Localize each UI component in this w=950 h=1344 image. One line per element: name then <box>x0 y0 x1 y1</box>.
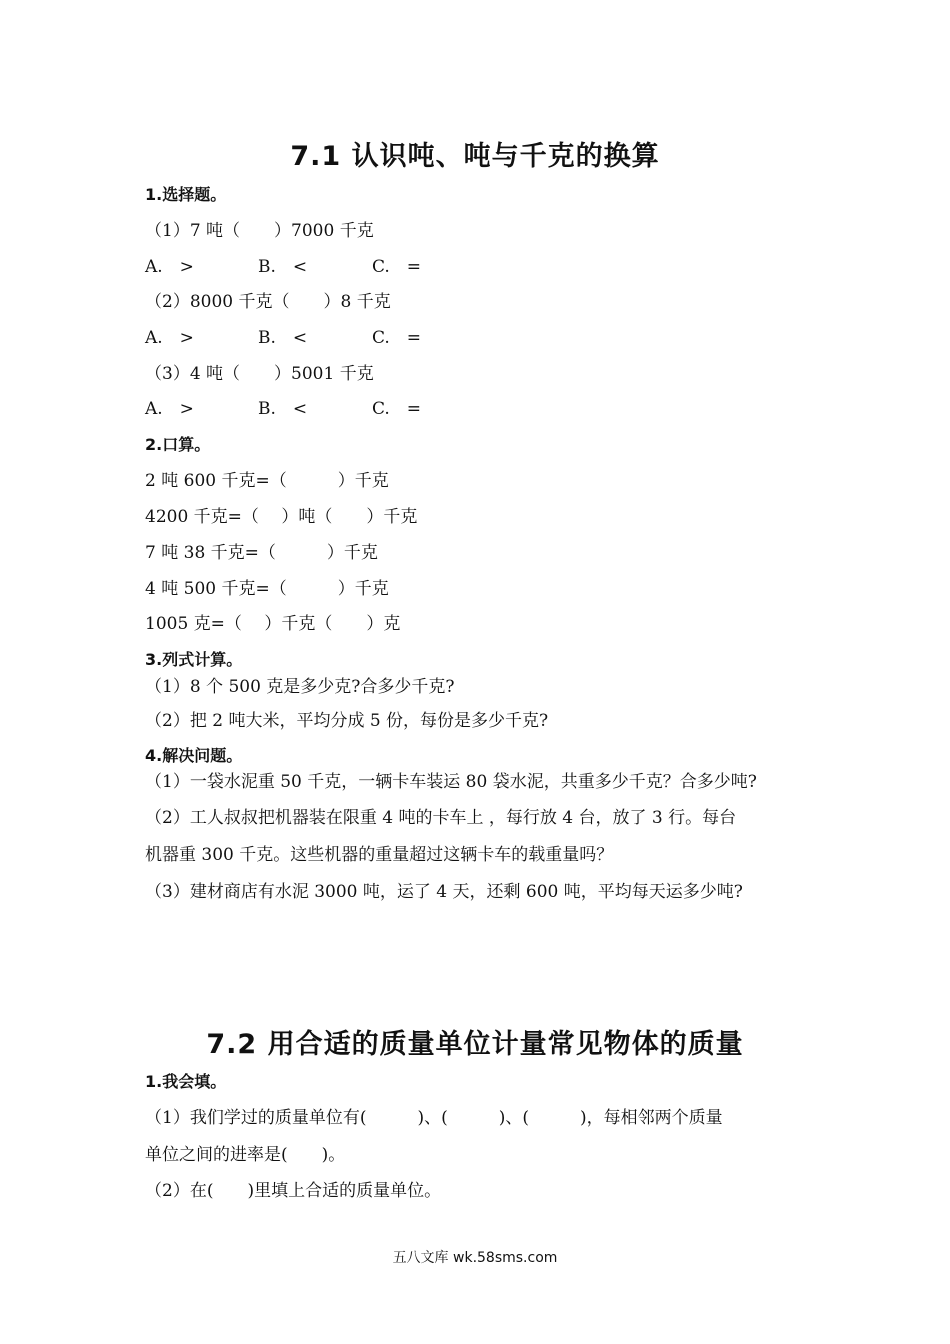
section1-q1-heading: 1.选择题。 <box>145 185 227 204</box>
calc-line: 4 吨 500 千克=（ ）千克 <box>145 579 389 599</box>
section2-title: 7.2 用合适的质量单位计量常见物体的质量 <box>206 1029 744 1060</box>
section1-title: 7.1 认识吨、吨与千克的换算 <box>290 141 660 172</box>
option-c: C. = <box>372 328 422 348</box>
question-line: （1）一袋水泥重 50 千克，一辆卡车装运 80 袋水泥，共重多少千克？合多少吨? <box>145 772 757 792</box>
question-line: （3）建材商店有水泥 3000 吨，运了 4 天，还剩 600 吨，平均每天运多少吨? <box>145 882 743 902</box>
question-item-1-stem: （1）7 吨（ ）7000 千克 <box>145 221 374 241</box>
option-a: A. > <box>145 399 194 419</box>
option-c: C. = <box>372 399 422 419</box>
section2-q1-heading: 1.我会填。 <box>145 1072 227 1091</box>
option-b: B. < <box>258 399 308 419</box>
question-line: 单位之间的进率是( )。 <box>145 1145 346 1165</box>
section1-q3-heading: 3.列式计算。 <box>145 650 243 669</box>
footer-watermark: 五八文库 wk.58sms.com <box>392 1250 558 1266</box>
option-c: C. = <box>372 257 422 277</box>
option-b: B. < <box>258 328 308 348</box>
calc-line: 1005 克=（ ）千克（ ）克 <box>145 614 401 634</box>
question-line: （2）在( )里填上合适的质量单位。 <box>145 1181 442 1201</box>
question-line: （1）我们学过的质量单位有( )、( )、( )，每相邻两个质量 <box>145 1108 723 1128</box>
question-line: 机器重 300 千克。这些机器的重量超过这辆卡车的载重量吗？ <box>145 845 614 865</box>
option-b: B. < <box>258 257 308 277</box>
calc-line: 4200 千克=（ ）吨（ ）千克 <box>145 507 418 527</box>
option-a: A. > <box>145 257 194 277</box>
calc-line: 2 吨 600 千克=（ ）千克 <box>145 471 389 491</box>
section1-q4-heading: 4.解决问题。 <box>145 746 243 765</box>
question-line: （2）把 2 吨大米，平均分成 5 份，每份是多少千克? <box>145 711 549 731</box>
section1-q2-heading: 2.口算。 <box>145 435 211 454</box>
question-line: （1）8 个 500 克是多少克?合多少千克? <box>145 677 455 697</box>
question-item-2-stem: （2）8000 千克（ ）8 千克 <box>145 292 391 312</box>
calc-line: 7 吨 38 千克=（ ）千克 <box>145 543 378 563</box>
question-line: （2）工人叔叔把机器装在限重 4 吨的卡车上 ，每行放 4 台，放了 3 行。每台 <box>145 808 737 828</box>
question-item-3-stem: （3）4 吨（ ）5001 千克 <box>145 364 374 384</box>
option-a: A. > <box>145 328 194 348</box>
